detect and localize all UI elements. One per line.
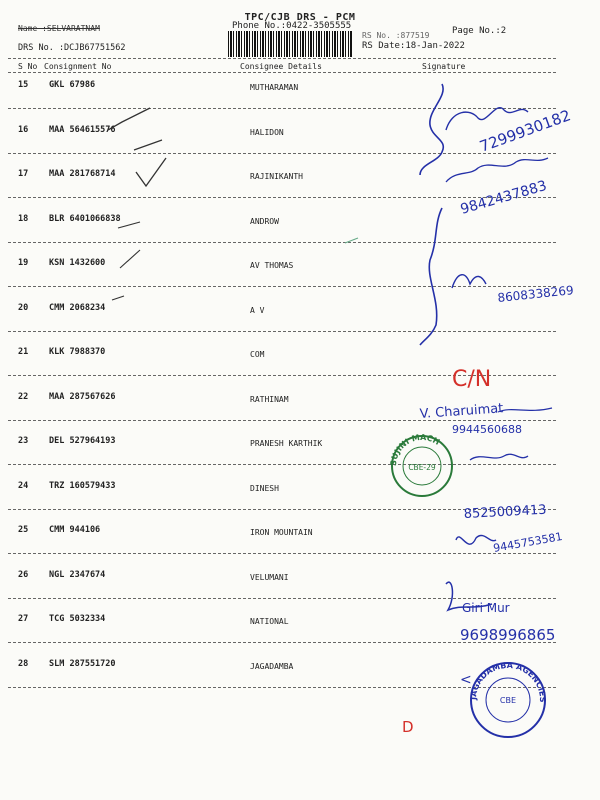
row-consignee-name: ANDROW [250,216,279,226]
row-serial-number: 26 [18,569,29,580]
row-consignee-name: A V [250,305,265,315]
row-consignee-name: RAJINIKANTH [250,172,303,181]
row-consignee-name: HALIDON [250,127,284,137]
col-signature-header: Signature [422,62,466,71]
row-consignee-name: NATIONAL [250,617,289,626]
handwritten-phone: 7299930182 [477,106,574,156]
signature-bracket [420,84,443,175]
row-consignee-name: JAGADAMBA [250,661,294,671]
row-serial-number: 27 [18,614,29,624]
tick-mark [120,250,140,268]
row-consignment-number: BLR 6401066838 [49,213,121,224]
row-serial-number: 19 [18,258,29,268]
row-consignment-number: KLK 7988370 [49,347,106,357]
row-consignment-number: CMM 2068234 [49,302,106,313]
round-stamp [469,661,547,737]
round-stamp [389,433,452,496]
tick-mark [108,108,150,130]
stamp-text: JAGADAMBA AGENCIES [468,660,548,703]
row-consignment-number: TCG 5032334 [49,614,106,624]
handwritten-phone: 9698996865 [460,626,556,644]
col-sno-header: S No [18,62,38,71]
row-consignee-name: COM [250,350,265,359]
signature-scribble [498,408,552,412]
tick-mark [118,222,140,228]
page-number: Page No.:2 [452,26,507,36]
signature-scribble [470,454,528,460]
handwritten-phone: 9445753581 [492,529,564,555]
row-consignment-number: SLM 287551720 [49,658,116,669]
row-consignee-name: MUTHARAMAN [250,83,299,92]
handwritten-name: Giri Mur [462,601,510,615]
row-serial-number: 28 [18,658,29,669]
row-consignment-number: KSN 1432600 [49,258,106,268]
handwritten-phone: 8525009413 [463,502,547,522]
row-consignment-number: GKL 67986 [49,80,96,90]
row-serial-number: 22 [18,391,29,402]
handwritten-phone: 9842437883 [458,177,549,218]
col-consignment-header: Consignment No [44,62,112,71]
phone-number: Phone No.:0422-3505555 [232,21,352,31]
row-serial-number: 15 [18,80,29,90]
signature-scribble [456,535,496,544]
tick-mark [136,158,166,186]
row-consignee-name: AV THOMAS [250,261,294,270]
row-consignment-number: MAA 287567626 [49,391,116,402]
handwritten-phone: 8608338269 [496,283,575,305]
row-consignee-name: PRANESH KARTHIK [250,439,323,448]
handwritten-phone: 9944560688 [452,423,522,436]
row-consignment-number: NGL 2347674 [49,569,106,580]
handwritten-d-mark: D [402,718,414,736]
stamp-text: SUJINI MACH [388,432,442,467]
row-consignment-number: MAA 281768714 [49,169,116,179]
stamp-code: CBE [499,696,517,705]
row-serial-number: 25 [18,525,29,535]
row-consignee-name: DINESH [250,483,279,493]
signature-bracket [420,208,442,345]
row-serial-number: 16 [18,124,29,135]
tick-mark [112,296,124,300]
document-title: TPC/CJB DRS - PCM [244,12,356,23]
signature-scribble [446,158,548,182]
row-consignment-number: TRZ 160579433 [49,480,116,491]
col-consignee-header: Consignee Details [240,62,322,71]
row-serial-number: 23 [18,436,29,446]
row-serial-number: 18 [18,213,29,224]
stamp-code: CBE-29 [408,463,436,472]
row-consignee-name: RATHINAM [250,394,289,404]
row-serial-number: 17 [18,169,29,179]
row-consignee-name: VELUMANI [250,572,289,582]
row-serial-number: 20 [18,302,29,313]
row-consignee-name: IRON MOUNTAIN [250,528,313,537]
drs-number: DRS No. :DCJB67751562 [18,43,126,53]
header-name-line: Name :SELVARATNAM [18,24,100,33]
signature-scribble [452,275,486,288]
row-consignment-number: MAA 564615576 [49,124,116,135]
row-serial-number: 21 [18,347,29,357]
row-serial-number: 24 [18,480,29,491]
handwritten-name: V. Charuimat [419,401,504,422]
handwritten-cn-mark: C/N [452,367,492,392]
tick-mark [345,238,358,243]
rs-number: RS No. :877519 [362,31,430,40]
tick-mark [134,140,162,150]
row-consignment-number: DEL 527964193 [49,436,116,446]
row-consignment-number: CMM 944106 [49,525,101,535]
rs-date: RS Date:18-Jan-2022 [362,41,465,51]
handwritten-mark: < [460,672,472,688]
